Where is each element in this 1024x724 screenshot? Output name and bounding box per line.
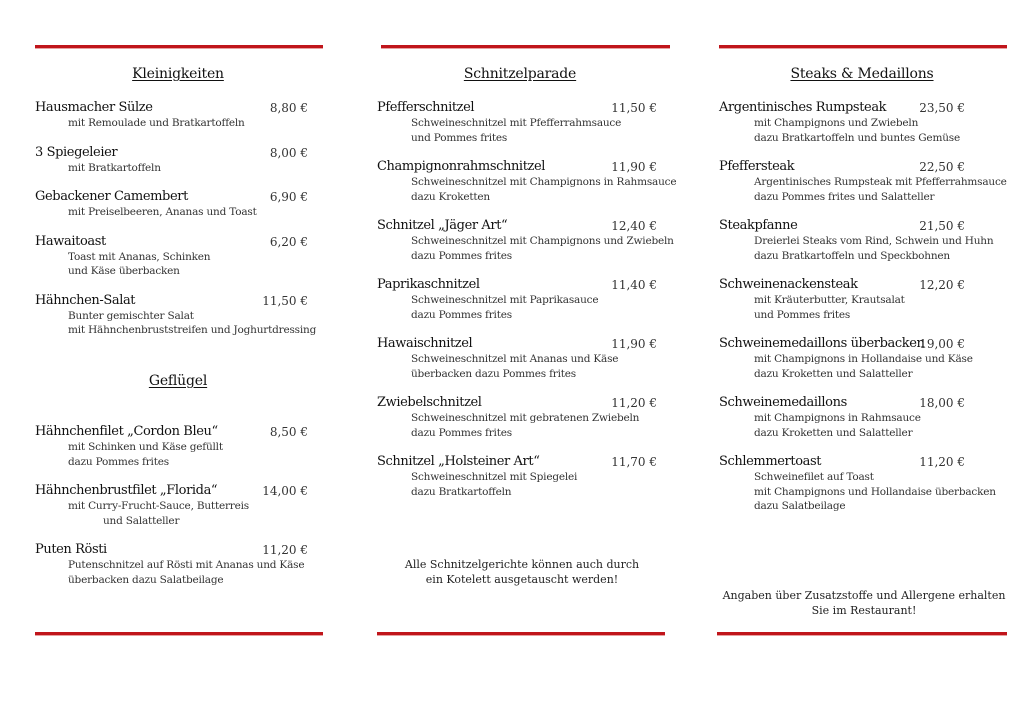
item-name: Schweinemedaillons (719, 395, 847, 410)
item-name: Puten Rösti (35, 542, 107, 557)
item-price: 11,90 € (611, 337, 657, 351)
menu-item (377, 454, 677, 499)
item-name: Hähnchenbrustfilet „Florida“ (35, 483, 218, 498)
menu-section-list (377, 100, 677, 513)
item-name: Zwiebelschnitzel (377, 395, 482, 410)
item-price: 22,50 € (919, 160, 965, 174)
info-note (719, 588, 1009, 618)
menu-item (35, 483, 335, 528)
item-description: dazu Pommes frites (411, 308, 512, 321)
item-name: Gebackener Camembert (35, 189, 188, 204)
item-description: Schweineschnitzel mit Ananas und Käse (411, 353, 619, 365)
item-name: Hähnchen-Salat (35, 292, 136, 308)
info-note-line: Angaben über Zusatzstoffe und Allergene erhalten (722, 589, 1006, 602)
menu-item (719, 277, 1019, 322)
item-description: dazu Salatbeilage (754, 500, 846, 512)
menu-item (35, 100, 335, 131)
item-description: dazu Kroketten und Salatteller (754, 426, 913, 439)
menu-item (719, 454, 1019, 514)
item-price: 8,00 € (269, 145, 308, 160)
menu-item (377, 277, 677, 322)
menu-item (377, 159, 677, 204)
section-heading: Geflügel (148, 373, 208, 389)
item-name: Schnitzel „Jäger Art“ (377, 218, 508, 233)
item-description: Schweineschnitzel mit Spiegelei (411, 471, 578, 483)
item-description: Bunter gemischter Salat (68, 309, 194, 322)
menu-item (377, 336, 677, 381)
menu-item (719, 159, 1019, 204)
item-description: und Pommes frites (411, 131, 508, 144)
item-description: mit Champignons und Hollandaise überbacken (754, 485, 996, 498)
item-name: Hähnchenfilet „Cordon Bleu“ (35, 424, 218, 439)
item-description: dazu Bratkartoffeln und Speckbohnen (754, 249, 950, 262)
item-price: 21,50 € (919, 219, 965, 233)
item-description: Argentinisches Rumpsteak mit Pfefferrahmsauce (754, 176, 1007, 188)
item-description: mit Champignons in Rahmsauce (754, 412, 921, 424)
info-note-line: Alle Schnitzelgerichte können auch durch (404, 558, 640, 571)
item-name: Pfeffersteak (719, 159, 795, 174)
section-heading: Schnitzelparade (463, 66, 577, 82)
item-description: mit Hähnchenbruststreifen und Joghurtdressing (68, 324, 317, 336)
menu-item (719, 395, 1019, 440)
item-name: Schweinenackensteak (719, 277, 858, 292)
menu-item (377, 218, 677, 263)
item-description: mit Champignons und Zwiebeln (754, 117, 919, 129)
item-description: dazu Kroketten und Salatteller (754, 367, 913, 380)
info-note-line: ein Kotelett ausgetauscht werden! (425, 573, 619, 586)
menu-item (377, 100, 677, 145)
item-description: dazu Kroketten (411, 190, 490, 203)
item-price: 12,40 € (611, 219, 657, 233)
item-price: 11,20 € (919, 455, 965, 469)
item-price: 19,00 € (919, 337, 965, 351)
item-description: und Pommes frites (754, 308, 851, 321)
item-description: mit Curry-Frucht-Sauce, Butterreis (68, 500, 249, 512)
item-description: Schweinefilet auf Toast (754, 471, 874, 483)
top-rule-2 (381, 45, 670, 49)
item-price: 11,90 € (611, 160, 657, 174)
item-name: Schnitzel „Holsteiner Art“ (377, 454, 540, 469)
item-description: Schweineschnitzel mit Pfefferrahmsauce (411, 117, 622, 129)
item-description: Toast mit Ananas, Schinken (68, 250, 211, 263)
menu-item (35, 293, 335, 338)
item-name: Schweinemedaillons überbacken (719, 336, 925, 351)
menu-item (35, 424, 335, 469)
bottom-rule-2 (377, 632, 665, 636)
menu-item (35, 145, 335, 176)
item-price: 11,20 € (611, 396, 657, 410)
item-description: dazu Bratkartoffeln (411, 485, 512, 498)
item-description: und Salatteller (103, 514, 180, 527)
item-description: mit Bratkartoffeln (68, 161, 161, 174)
menu-section-list (719, 100, 1019, 528)
item-description: Dreierlei Steaks vom Rind, Schwein und Huhn (754, 235, 994, 247)
item-name: Paprikaschnitzel (377, 277, 480, 292)
menu-item (35, 542, 335, 587)
item-description: dazu Pommes frites (411, 249, 512, 262)
item-description: dazu Pommes frites (68, 455, 169, 468)
item-description: dazu Pommes frites und Salatteller (754, 190, 935, 203)
item-name: Hausmacher Sülze (35, 100, 153, 115)
item-name: Schlemmertoast (719, 454, 822, 469)
bottom-rule-1 (35, 632, 323, 636)
info-note (397, 557, 647, 587)
item-price: 18,00 € (919, 396, 965, 410)
item-description: Schweineschnitzel mit Champignons und Zwiebeln (411, 235, 674, 247)
menu-item (35, 189, 335, 220)
item-price: 6,20 € (269, 234, 308, 249)
item-description: Schweineschnitzel mit gebratenen Zwiebeln (411, 412, 640, 424)
item-price: 11,50 € (262, 293, 308, 308)
item-price: 11,20 € (262, 543, 308, 557)
item-description: mit Kräuterbutter, Krautsalat (754, 294, 905, 306)
item-price: 11,70 € (611, 455, 657, 469)
item-description: mit Schinken und Käse gefüllt (68, 441, 223, 453)
item-name: Steakpfanne (719, 218, 798, 233)
section-heading: Kleinigkeiten (132, 66, 224, 82)
item-price: 11,50 € (611, 101, 657, 115)
item-description: Schweineschnitzel mit Champignons in Rahmsauce (411, 176, 677, 188)
item-price: 8,50 € (269, 425, 308, 439)
item-name: Hawaitoast (35, 233, 106, 249)
menu-section-list (35, 100, 335, 352)
section-heading: Steaks & Medaillons (790, 66, 934, 82)
item-description: mit Preiselbeeren, Ananas und Toast (68, 206, 257, 218)
item-name: Pfefferschnitzel (377, 100, 475, 115)
item-description: überbacken dazu Salatbeilage (68, 573, 224, 586)
top-rule-3 (719, 45, 1007, 49)
menu-item (719, 218, 1019, 263)
item-description: mit Remoulade und Bratkartoffeln (68, 117, 245, 129)
menu-section-list (35, 424, 335, 601)
menu-item (719, 336, 1019, 381)
item-description: und Käse überbacken (68, 265, 180, 277)
item-price: 12,20 € (919, 278, 965, 292)
item-description: dazu Bratkartoffeln und buntes Gemüse (754, 131, 960, 144)
item-name: Argentinisches Rumpsteak (719, 100, 887, 115)
top-rule-1 (35, 45, 323, 49)
item-description: dazu Pommes frites (411, 426, 512, 439)
menu-item (35, 234, 335, 279)
item-description: mit Champignons in Hollandaise und Käse (754, 353, 973, 365)
item-price: 6,90 € (269, 190, 308, 204)
item-price: 8,80 € (269, 101, 308, 115)
item-name: Champignonrahmschnitzel (377, 159, 546, 174)
menu-item (719, 100, 1019, 145)
item-price: 23,50 € (919, 101, 965, 115)
item-name: Hawaischnitzel (377, 336, 473, 351)
menu-item (377, 395, 677, 440)
item-price: 14,00 € (262, 484, 308, 498)
item-description: Putenschnitzel auf Rösti mit Ananas und Käse (68, 559, 305, 571)
item-price: 11,40 € (611, 278, 657, 292)
bottom-rule-3 (717, 632, 1007, 636)
item-description: überbacken dazu Pommes frites (411, 367, 576, 380)
item-description: Schweineschnitzel mit Paprikasauce (411, 294, 599, 306)
item-name: 3 Spiegeleier (35, 144, 118, 160)
info-note-line: Sie im Restaurant! (811, 604, 917, 617)
